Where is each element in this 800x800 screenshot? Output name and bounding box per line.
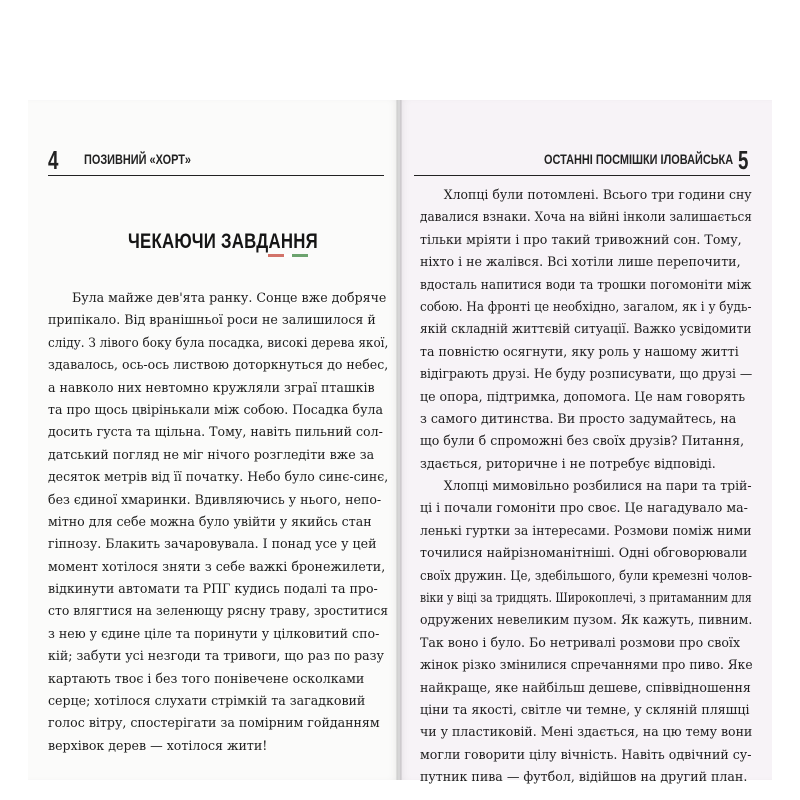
chapter-title-accent (268, 254, 308, 257)
text-line: чи у пластиковій. Мені здається, на цю тему вони (420, 724, 753, 740)
text-line: що були б спроможні без своїх друзів? Питання, (420, 433, 745, 449)
text-line: собою. На фронті це необхідно, загалом, як і у будь- (420, 298, 752, 314)
text-line: досить густа та щільна. Тому, навіть пильний сол- (48, 424, 383, 440)
text-line: Хлопці були потомлені. Всього три години сну (443, 187, 752, 202)
text-line: та повністю осягнути, яку роль у нашому житті (420, 343, 739, 359)
text-line: а навколо них невтомно кружляли зграї пташків (48, 379, 375, 395)
text-line: кій; забути усі незгоди та тривоги, що раз по разу (48, 648, 384, 664)
text-line: точилися найрізноманітніші. Одні обговорювали (420, 545, 748, 561)
text-line: могли говорити цілу вічність. Навіть одвічний су- (420, 746, 752, 762)
text-line: гіпнозу. Блакить зачаровувала. І понад усе у цей (48, 536, 377, 552)
text-line: датський погляд не міг нічого розгледіти вже за (48, 446, 375, 462)
book-gutter (396, 100, 402, 780)
right-running-head: ОСТАННІ ПОСМІШКИ ІЛОВАЙСЬКА (544, 151, 734, 167)
right-body-text (420, 184, 752, 789)
text-line: це опора, підтримка, допомога. Це нам говорять (420, 388, 746, 404)
text-line: ніхто і не жалівся. Всі хотіли лише перепочити, (420, 254, 741, 270)
right-page-number: 5 (738, 145, 749, 175)
text-line: вдосталь напитися води та трошки погомоніти між (420, 276, 752, 292)
text-line: Була майже дев'ята ранку. Сонце вже добряче (72, 290, 387, 305)
text-line: та про щось цвірінькали між собою. Посадка була (48, 401, 384, 417)
text-line: здається, риторичне і не потребує відповіді. (420, 455, 716, 471)
text-line: жінок різко змінилися спречаннями про пиво. Яке (420, 657, 753, 673)
left-page-number: 4 (48, 145, 59, 175)
left-body-text (48, 287, 388, 757)
text-line: Так воно і було. Бо нетривалі розмови про своїх (420, 634, 741, 650)
text-line: своїх дружин. Це, здебільшого, були кремезні чолов- (420, 567, 753, 583)
text-line: голос вітру, спостерігати за помірним гойданням (48, 715, 380, 731)
text-line: мітно для себе можна було увійти у якийсь стан (48, 513, 372, 529)
text-line: ленькі гуртки за інтересами. Розмови поміж ними (420, 522, 752, 538)
text-line: десяток метрів від її початку. Небо було синє-синє, (48, 469, 389, 485)
text-line: картають твоє і без того понівечене осколками (48, 670, 365, 686)
text-line: серце; хотілося слухати стрімкій та загадковий (48, 693, 366, 709)
text-line: Хлопці мимовільно розбилися на пари та трій- (443, 478, 752, 494)
text-line: з самого дитинства. Ви просто задумайтесь, на (420, 410, 737, 426)
text-line: віки у віці за тридцять. Широкоплечі, з притаманним для (420, 590, 752, 606)
text-line: відіграють друзі. Не буду розписувати, що друзі — (420, 366, 753, 382)
text-line: одружених невеликим пузом. Як кажуть, пивним. (420, 612, 753, 628)
text-line: давалися взнаки. Хоча на війні інколи залишається (420, 209, 752, 225)
text-line: припікало. Від вранішньої роси не залишилося й (48, 312, 376, 328)
text-line: тільки мріяти і про такий тривожний сон. Тому, (420, 231, 742, 247)
text-line: сліду. З лівого боку була посадка, високі дерева якої, (48, 334, 389, 350)
text-line: з нею у єдине ціле та поринути у цілковитий спо- (48, 625, 380, 641)
text-line: ці і почали гомоніти про своє. Це нагадувало ма- (420, 500, 748, 516)
text-line: сто влягтися на зеленющу рясну траву, зроститися (48, 603, 389, 619)
chapter-title: ЧЕКАЮЧИ ЗАВДАННЯ (128, 230, 318, 253)
text-line: момент хотілося зняти з себе важкі бронежилети, (48, 558, 386, 574)
text-line: верхівок дерев — хотілося жити! (48, 737, 268, 753)
text-line: якій складній життєвій ситуації. Важко усвідомити (420, 321, 752, 337)
text-line: найкраще, яке найбільш дешеве, співвідношення (420, 679, 751, 695)
left-running-head: ПОЗИВНИЙ «ХОРТ» (84, 151, 191, 167)
text-line: без єдиної хмаринки. Вдивляючись у нього, непо- (48, 491, 382, 507)
text-line: здавалось, ось-ось листвою доторкнуться до небес, (48, 357, 389, 373)
text-line: путник пива — футбол, відійшов на другий план. (420, 769, 748, 785)
text-line: ціни та якості, світле чи темне, у скляній пляшці (420, 701, 750, 717)
text-line: відкинути автомати та РПГ кудись подалі та про- (48, 581, 378, 597)
